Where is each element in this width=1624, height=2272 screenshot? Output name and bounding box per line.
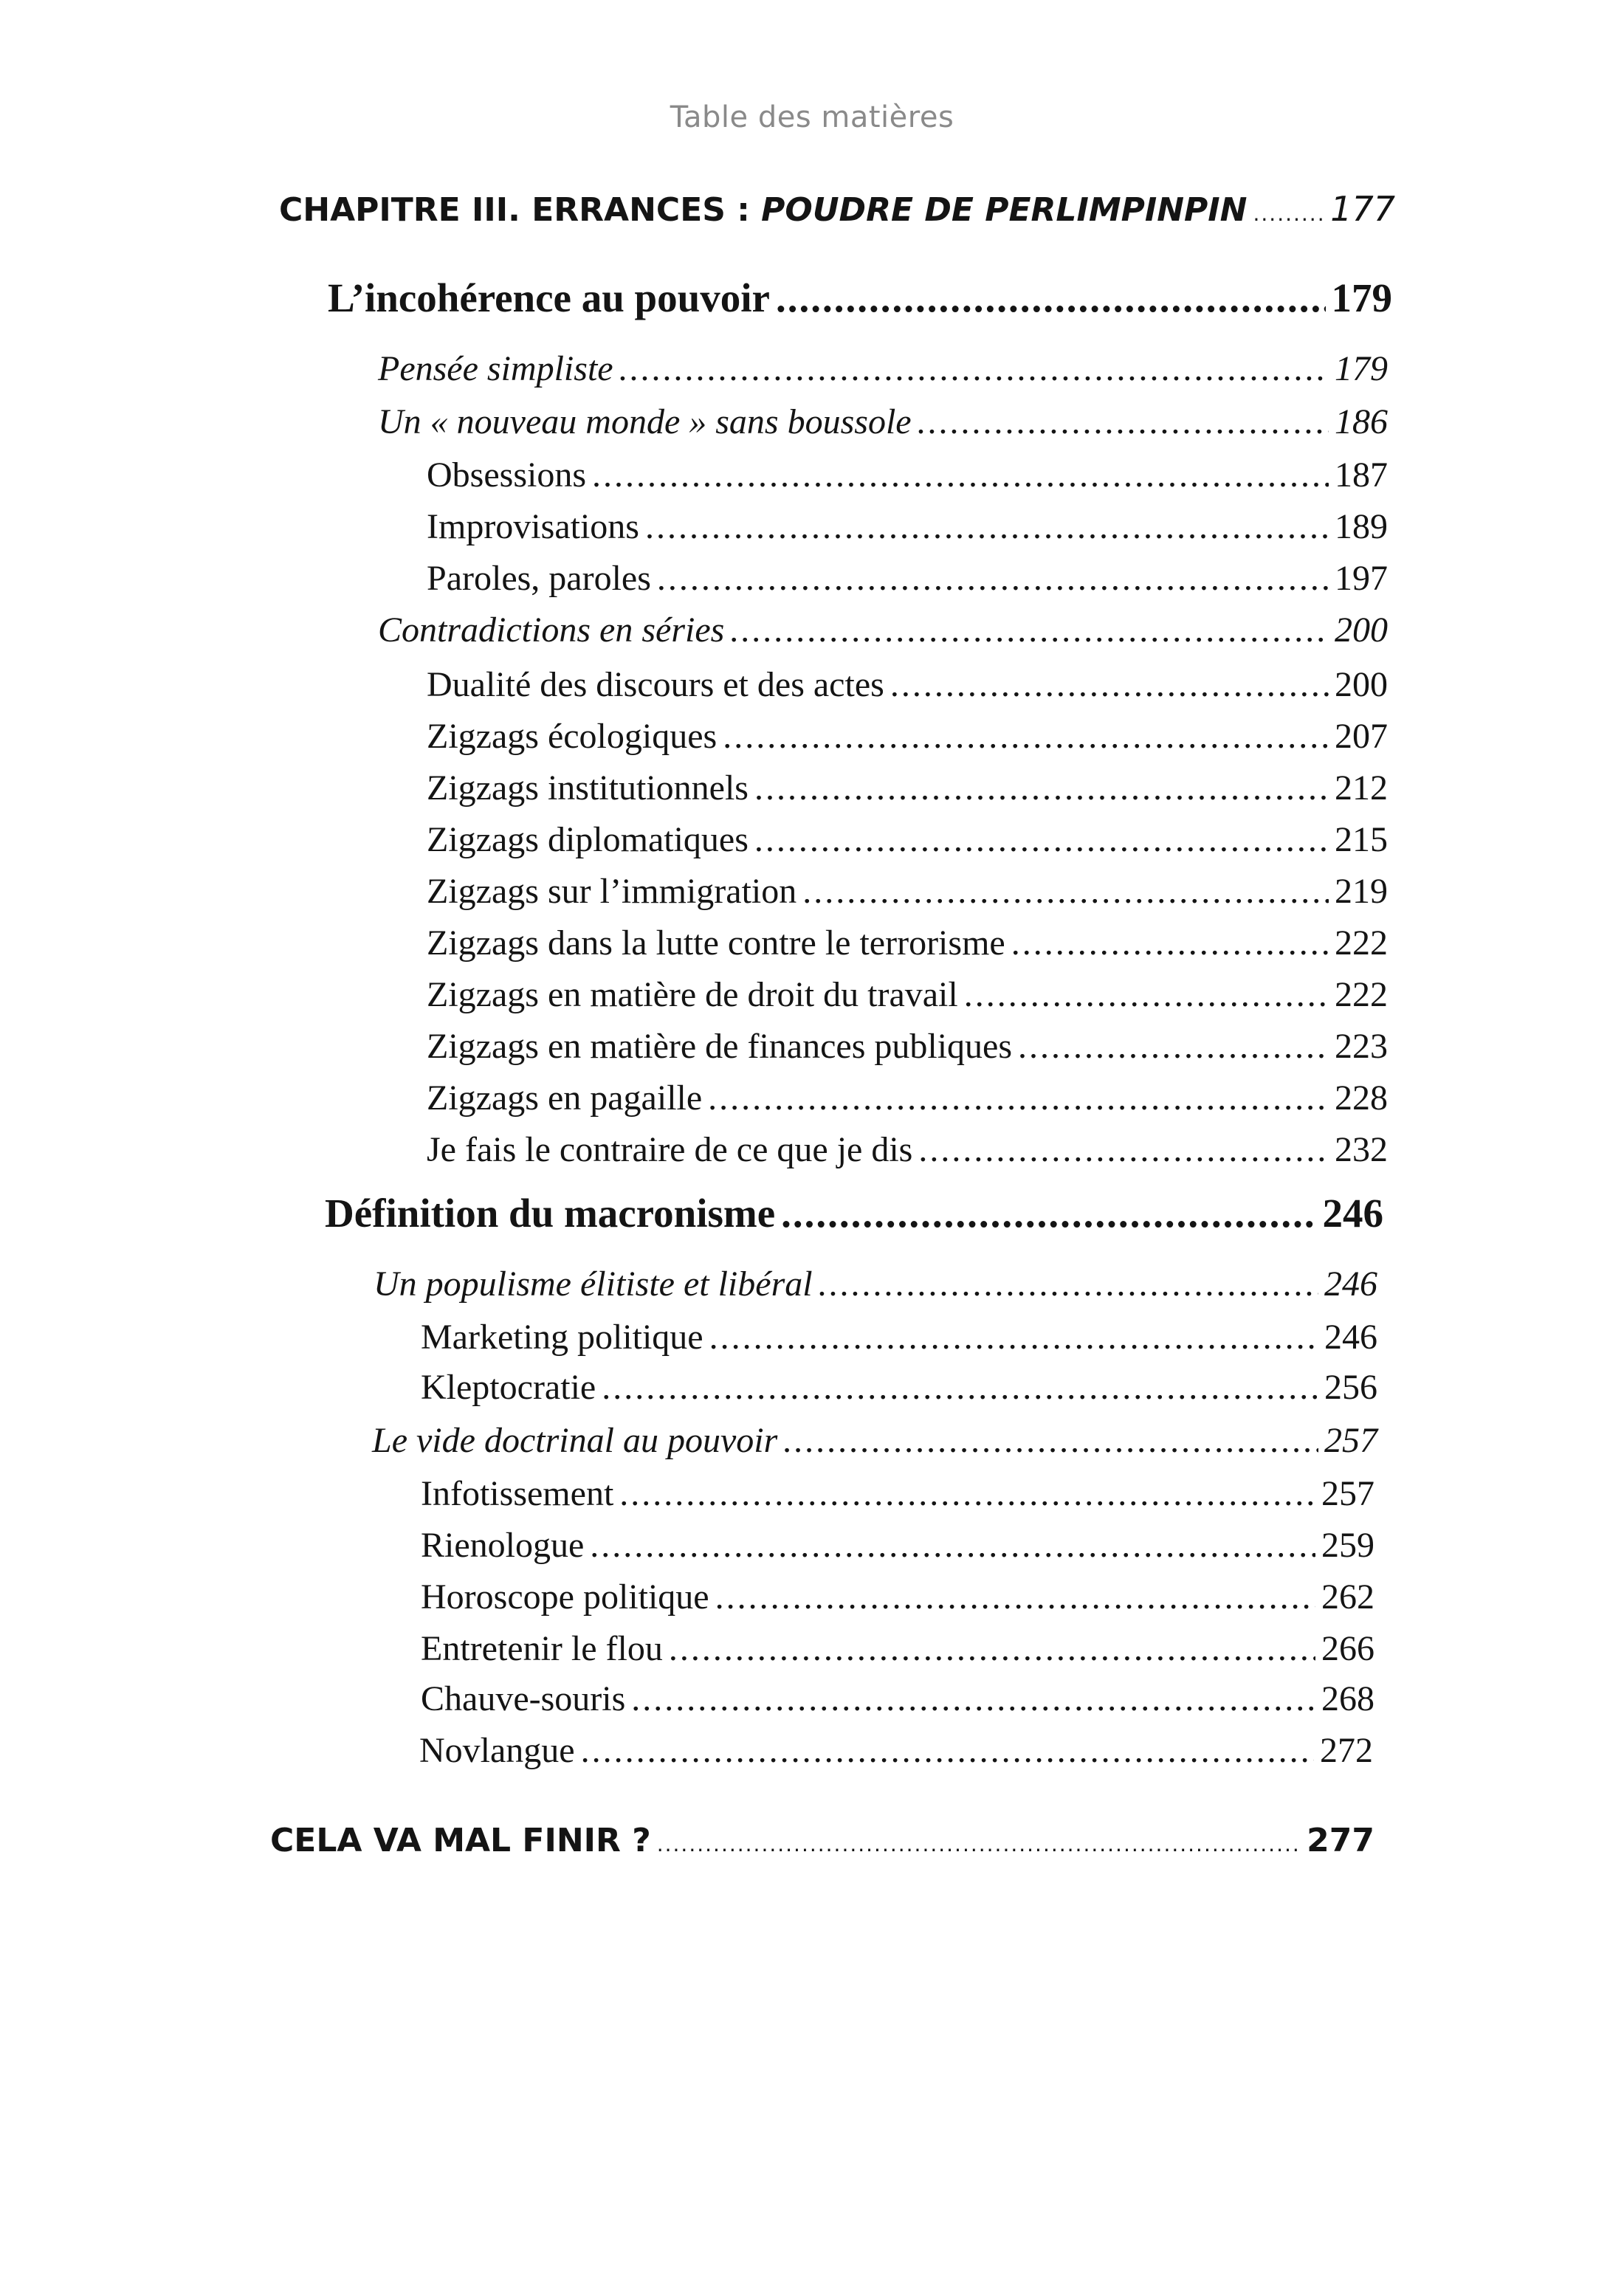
toc-entry-page: 219 [1335,872,1388,911]
toc-entry-page: 268 [1321,1679,1374,1718]
toc-entry-subsection[interactable] [421,1473,1374,1514]
leader-dots [590,1525,1315,1566]
toc-entry-subsection[interactable] [427,871,1388,912]
toc-entry-label: Horoscope politique [421,1577,709,1617]
leader-dots [657,1832,1301,1856]
toc-entry-page: 207 [1335,717,1388,756]
leader-dots [754,768,1329,808]
leader-dots [715,1577,1315,1617]
toc-entry-page: 179 [1331,275,1392,320]
toc-entry-label: Le vide doctrinal au pouvoir [372,1421,778,1460]
leader-dots [631,1679,1315,1719]
toc-entry-subsection[interactable] [427,664,1388,705]
toc-entry-conclusion[interactable] [270,1822,1374,1859]
toc-entry-part-2[interactable] [325,1190,1383,1236]
toc-entry-label: Marketing politique [421,1318,703,1357]
leader-dots [645,506,1329,547]
toc-entry-label: Zigzags en matière de finances publiques [427,1027,1013,1066]
toc-entry-page: 197 [1335,559,1388,598]
toc-entry-section[interactable] [378,610,1388,650]
leader-dots [619,348,1329,389]
toc-entry-section[interactable] [378,402,1388,442]
toc-entry-page: 223 [1335,1027,1388,1066]
toc-entry-label: Improvisations [427,507,639,546]
toc-entry-page: 212 [1335,768,1388,808]
leader-dots [1011,923,1329,963]
leader-dots [709,1317,1318,1357]
toc-entry-label: Obsessions [427,455,587,495]
toc-entry-label: Novlangue [419,1731,575,1770]
toc-entry-label: L’incohérence au pouvoir [328,275,770,320]
toc-entry-page: 246 [1324,1318,1377,1357]
leader-dots [723,716,1329,757]
leader-dots [708,1078,1329,1118]
leader-dots [802,871,1329,912]
toc-entry-page: 200 [1335,610,1388,650]
leader-dots [776,275,1326,321]
toc-entry-page: 189 [1335,507,1388,546]
toc-entry-page: 215 [1335,820,1388,859]
toc-entry-page: 256 [1324,1368,1377,1407]
toc-entry-subsection[interactable] [427,506,1388,547]
toc-entry-section[interactable] [378,348,1388,389]
toc-entry-label: Zigzags écologiques [427,717,718,756]
toc-entry-label: Paroles, paroles [427,559,651,598]
toc-entry-page: 266 [1321,1629,1374,1668]
leader-dots [1018,1026,1329,1067]
toc-entry-label: Zigzags en pagaille [427,1078,703,1118]
toc-entry-label: CELA VA MAL FINIR ? [270,1822,651,1859]
leader-dots [730,610,1329,650]
toc-entry-page: 187 [1335,455,1388,495]
toc-entry-page: 259 [1321,1526,1374,1565]
toc-entry-page: 232 [1335,1130,1388,1169]
toc-entry-label: Zigzags diplomatiques [427,820,749,859]
toc-entry-page: 277 [1307,1822,1374,1859]
leader-dots [619,1473,1315,1514]
toc-entry-page: 200 [1335,665,1388,704]
toc-entry-subsection[interactable] [427,558,1388,599]
toc-entry-subsection[interactable] [427,1026,1388,1067]
toc-entry-label: Zigzags dans la lutte contre le terrorisme [427,923,1005,963]
leader-dots [964,974,1329,1015]
toc-entry-label: Rienologue [421,1526,585,1565]
running-head: Table des matières [670,100,954,134]
toc-entry-page: 272 [1320,1731,1373,1770]
toc-entry-label: Contradictions en séries [378,610,725,650]
leader-dots [890,664,1329,705]
toc-entry-label: Je fais le contraire de ce que je dis [427,1130,913,1169]
toc-entry-subsection[interactable] [427,768,1388,808]
toc-entry-subsection[interactable] [421,1679,1374,1719]
toc-entry-page: 257 [1321,1474,1374,1513]
toc-entry-label: Pensée simpliste [378,349,613,388]
leader-dots [918,1129,1329,1170]
leader-dots [918,402,1329,442]
leader-dots [781,1190,1316,1236]
leader-dots [754,819,1329,860]
leader-dots [819,1264,1318,1304]
leader-dots [602,1367,1318,1408]
leader-dots [592,455,1329,495]
toc-entry-label: Kleptocratie [421,1368,596,1407]
toc-entry-subsection[interactable] [427,455,1388,495]
toc-entry-subsection[interactable] [421,1317,1377,1357]
toc-entry-section[interactable] [374,1264,1377,1304]
toc-entry-label: Zigzags sur l’immigration [427,872,797,911]
toc-entry-label: CHAPITRE III. ERRANCES : POUDRE DE PERLIMPINPIN [279,191,1248,229]
toc-entry-page: 257 [1324,1421,1377,1460]
toc-entry-label: Zigzags institutionnels [427,768,749,808]
toc-entry-label: Un populisme élitiste et libéral [374,1264,813,1304]
toc-entry-subsection[interactable] [421,1577,1374,1617]
toc-entry-page: 177 [1330,189,1395,229]
toc-entry-label: Zigzags en matière de droit du travail [427,975,958,1014]
toc-entry-subsection[interactable] [427,1129,1388,1170]
toc-entry-page: 222 [1335,975,1388,1014]
toc-entry-section[interactable] [372,1420,1377,1461]
leader-dots [581,1730,1314,1771]
toc-entry-subsection[interactable] [427,1078,1388,1118]
toc-entry-page: 179 [1335,349,1388,388]
leader-dots [657,558,1329,599]
toc-entry-page: 246 [1324,1264,1377,1304]
toc-entry-page: 222 [1335,923,1388,963]
leader-dots [669,1628,1315,1669]
toc-entry-page: 228 [1335,1078,1388,1118]
toc-entry-label: Infotissement [421,1474,614,1513]
toc-entry-subsection[interactable] [419,1730,1373,1771]
toc-entry-subsection[interactable] [427,716,1388,757]
toc-entry-label: Chauve-souris [421,1679,626,1718]
leader-dots [783,1420,1318,1461]
toc-entry-label: Définition du macronisme [325,1191,776,1236]
toc-entry-page: 262 [1321,1577,1374,1617]
toc-entry-subsection[interactable] [421,1367,1377,1408]
toc-entry-page: 246 [1322,1191,1383,1236]
toc-entry-subsection[interactable] [427,819,1388,860]
toc-entry-label: Entretenir le flou [421,1629,663,1668]
toc-entry-page: 186 [1335,402,1388,441]
toc-entry-part-1[interactable] [328,275,1392,321]
toc-entry-subsection[interactable] [421,1628,1374,1669]
toc-entry-chapter-3[interactable] [279,189,1395,229]
leader-dots [1253,202,1325,226]
toc-entry-subsection[interactable] [427,974,1388,1015]
toc-entry-subsection[interactable] [427,923,1388,963]
toc-entry-label: Dualité des discours et des actes [427,665,884,704]
toc-entry-subsection[interactable] [421,1525,1374,1566]
toc-entry-label: Un « nouveau monde » sans boussole [378,402,912,441]
